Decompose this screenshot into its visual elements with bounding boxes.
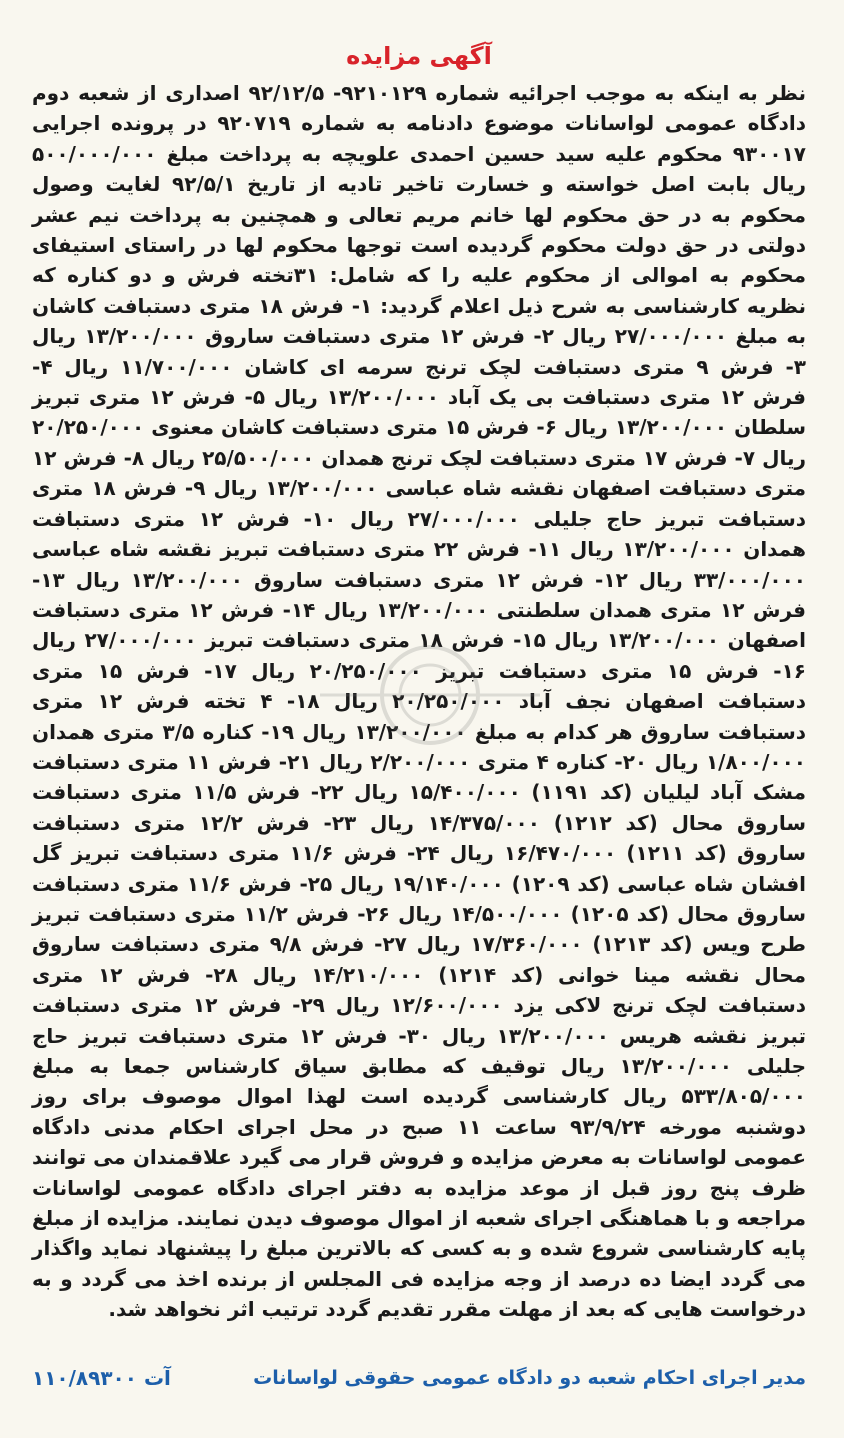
reference-code: ۱۱۰/۸۹۳۰۰ آت [32,1366,171,1390]
notice-footer [32,1364,806,1424]
notice-body: نظر به اینکه به موجب اجرائیه شماره ۹۲۱۰۱۲۹- ۹۲/۱۲/۵ اصداری از شعبه دوم دادگاه عمومی لواسانات موضوع دادنامه به شماره ۹۲۰۷۱۹ در پرونده اجرایی ۹۳۰۰۱۷ محکوم علیه سید حسین احمدی علویچه به پرداخت مبلغ ۵۰۰/۰۰۰/۰۰۰ ریال بابت اصل خواسته و خسارت تاخیر تادیه از تاریخ ۹۲/۵/۱ لغایت وصول محکوم به در حق محکوم لها خانم مریم تعالی و همچنین به پرداخت نیم عشر دولتی در حق دولت محکوم گردیده است توجها محکوم لها در راستای استیفای محکوم به اموالی از محکوم علیه را که شامل: ۳۱تخته فرش و دو کناره که نظریه کارشناسی به شرح ذیل اعلام گردید: ۱- فرش ۱۸ متری دستبافت کاشان به مبلغ ۲۷/۰۰۰/۰۰۰ ریال ۲- فرش ۱۲ متری دستبافت ساروق ۱۳/۲۰۰/۰۰۰ ریال ۳- فرش ۹ متری دستبافت لچک ترنج سرمه ای کاشان ۱۱/۷۰۰/۰۰۰ ریال ۴- فرش ۱۲ متری دستبافت بی یک آباد ۱۳/۲۰۰/۰۰۰ ریال ۵- فرش ۱۲ متری تبریز سلطان ۱۳/۲۰۰/۰۰۰ ریال ۶- فرش ۱۵ متری دستبافت کاشان معنوی ۲۰/۲۵۰/۰۰۰ ریال ۷- فرش ۱۷ متری دستبافت لچک ترنج همدان ۲۵/۵۰۰/۰۰۰ ریال ۸- فرش ۱۲ متری دستبافت اصفهان نقشه شاه عباسی ۱۳/۲۰۰/۰۰۰ ریال ۹- فرش ۱۸ متری دستبافت تبریز حاج جلیلی ۲۷/۰۰۰/۰۰۰ ریال ۱۰- فرش ۱۲ متری دستبافت همدان ۱۳/۲۰۰/۰۰۰ ریال ۱۱- فرش ۲۲ متری دستبافت تبریز نقشه شاه عباسی ۳۳/۰۰۰/۰۰۰ ریال ۱۲- فرش ۱۲ متری دستبافت ساروق ۱۳/۲۰۰/۰۰۰ ریال ۱۳- فرش ۱۲ متری همدان سلطنتی ۱۳/۲۰۰/۰۰۰ ریال ۱۴- فرش ۱۲ متری دستبافت اصفهان ۱۳/۲۰۰/۰۰۰ ریال ۱۵- فرش ۱۸ متری دستبافت تبریز ۲۷/۰۰۰/۰۰۰ ریال ۱۶- فرش ۱۵ متری دستبافت تبریز ۲۰/۲۵۰/۰۰۰ ریال ۱۷- فرش ۱۵ متری دستبافت اصفهان نجف آباد ۲۰/۲۵۰/۰۰۰ ریال ۱۸- ۴ تخته فرش ۱۲ متری دستبافت ساروق هر کدام به مبلغ ۱۳/۲۰۰/۰۰۰ ریال ۱۹- کناره ۳/۵ متری همدان ۱/۸۰۰/۰۰۰ ریال ۲۰- کناره ۴ متری ۲/۲۰۰/۰۰۰ ریال ۲۱- فرش ۱۱ متری دستبافت مشک آباد لیلیان (کد ۱۱۹۱) ۱۵/۴۰۰/۰۰۰ ریال ۲۲- فرش ۱۱/۵ متری دستبافت ساروق محال (کد ۱۲۱۲) ۱۴/۳۷۵/۰۰۰ ریال ۲۳- فرش ۱۲/۲ متری دستبافت ساروق (کد ۱۲۱۱) ۱۶/۴۷۰/۰۰۰ ریال ۲۴- فرش ۱۱/۶ متری دستبافت تبریز گل افشان شاه عباسی (کد ۱۲۰۹) ۱۹/۱۴۰/۰۰۰ ریال ۲۵- فرش ۱۱/۶ متری دستبافت ساروق محال (کد ۱۲۰۵) ۱۴/۵۰۰/۰۰۰ ریال ۲۶- فرش ۱۱/۲ متری دستبافت تبریز طرح ویس (کد ۱۲۱۳) ۱۷/۳۶۰/۰۰۰ ریال ۲۷- فرش ۹/۸ متری دستبافت ساروق محال نقشه مینا خوانی (کد ۱۲۱۴) ۱۴/۲۱۰/۰۰۰ ریال ۲۸- فرش ۱۲ متری دستبافت لچک ترنج لاکی یزد ۱۲/۶۰۰/۰۰۰ ریال ۲۹- فرش ۱۲ متری دستبافت تبریز نقشه هریس ۱۳/۲۰۰/۰۰۰ ریال ۳۰- فرش ۱۲ متری دستبافت تبریز حاج جلیلی ۱۳/۲۰۰/۰۰۰ ریال توقیف که مطابق سیاق کارشناس جمعا به مبلغ ۵۳۳/۸۰۵/۰۰۰ ریال کارشناسی گردیده است لهذا اموال موصوف برای روز دوشنبه مورخه ۹۳/۹/۲۴ ساعت ۱۱ صبح در محل اجرای احکام مدنی دادگاه عمومی لواسانات به معرض مزایده و فروش قرار می گیرد علاقمندان می توانند ظرف پنج روز قبل از موعد مزایده به دفتر اجرای دادگاه عمومی لواسانات مراجعه و با هماهنگی اجرای شعبه از اموال موصوف دیدن نمایند. مزایده از مبلغ پایه کارشناسی شروع شده و به کسی که بالاترین مبلغ را پیشنهاد نماید واگذار می گردد ایضا ده درصد از وجه مزایده فی المجلس از برنده اخذ می گردد و به درخواست هایی که بعد از مهلت مقرر تقدیم گردد ترتیب اثر نخواهد شد. [25,81,807,1322]
notice-title: آگهی مزایده [346,42,492,70]
signature-block: مدیر اجرای احکام شعبه دو دادگاه عمومی حقوقی لواسانات [253,1367,806,1389]
